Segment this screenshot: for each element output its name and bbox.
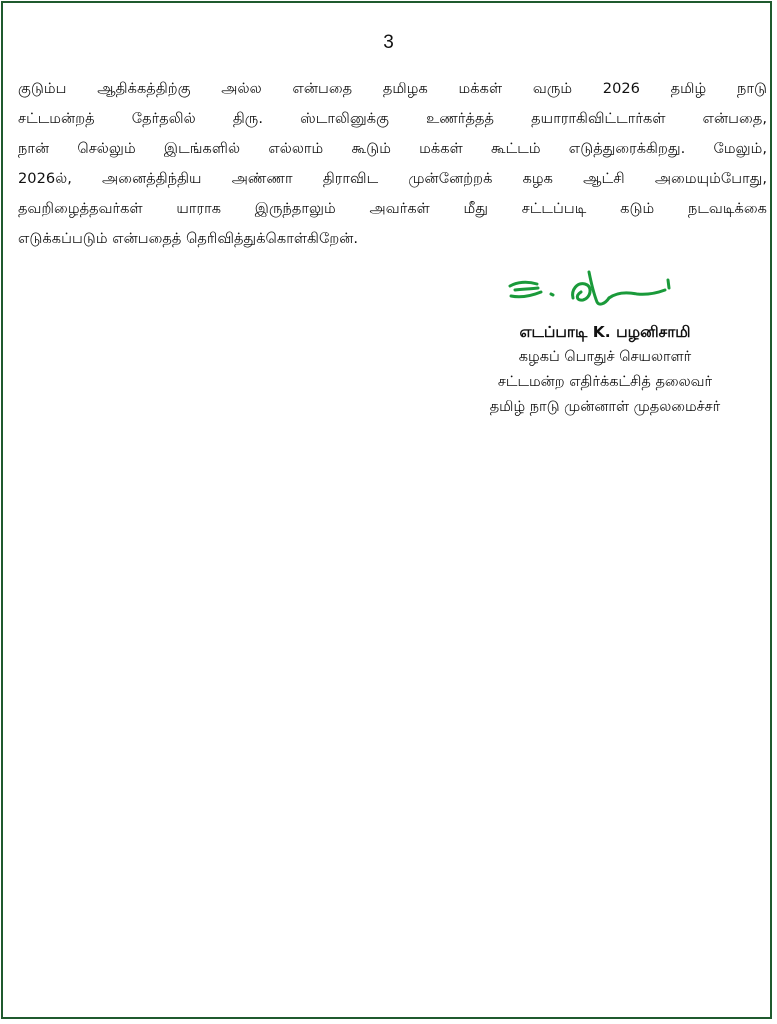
body-line: சட்டமன்றத் தேர்தலில் திரு. ஸ்டாலினுக்கு உணர்த்தத் தயாராகிவிட்டார்கள் என்பதை, bbox=[18, 110, 767, 127]
body-line: 2026ல், அனைத்திந்திய அண்ணா திராவிட முன்னேற்றக் கழக ஆட்சி அமையும்போது, bbox=[18, 170, 767, 187]
signatory-title: தமிழ் நாடு முன்னாள் முதலமைச்சர் bbox=[489, 399, 721, 415]
handwritten-signature bbox=[505, 268, 680, 318]
page-number: 3 bbox=[383, 32, 394, 53]
body-line: எடுக்கப்படும் என்பதைத் தெரிவித்துக்கொள்கிறேன். bbox=[18, 230, 359, 247]
body-line: தவறிழைத்தவர்கள் யாராக இருந்தாலும் அவர்கள் மீது சட்டப்படி கடும் நடவடிக்கை bbox=[18, 200, 767, 217]
body-paragraph bbox=[18, 74, 767, 254]
signatory-block bbox=[440, 320, 770, 420]
body-line: குடும்ப ஆதிக்கத்திற்கு அல்ல என்பதை தமிழக மக்கள் வரும் 2026 தமிழ் நாடு bbox=[18, 80, 767, 97]
body-line: நான் செல்லும் இடங்களில் எல்லாம் கூடும் மக்கள் கூட்டம் எடுத்துரைக்கிறது. மேலும், bbox=[18, 140, 767, 157]
signatory-title: சட்டமன்ற எதிர்க்கட்சித் தலைவர் bbox=[497, 374, 713, 390]
signatory-name: எடப்பாடி K. பழனிசாமி bbox=[519, 323, 691, 341]
signature-drawing bbox=[505, 268, 680, 318]
signatory-title: கழகப் பொதுச் செயலாளர் bbox=[518, 349, 692, 365]
